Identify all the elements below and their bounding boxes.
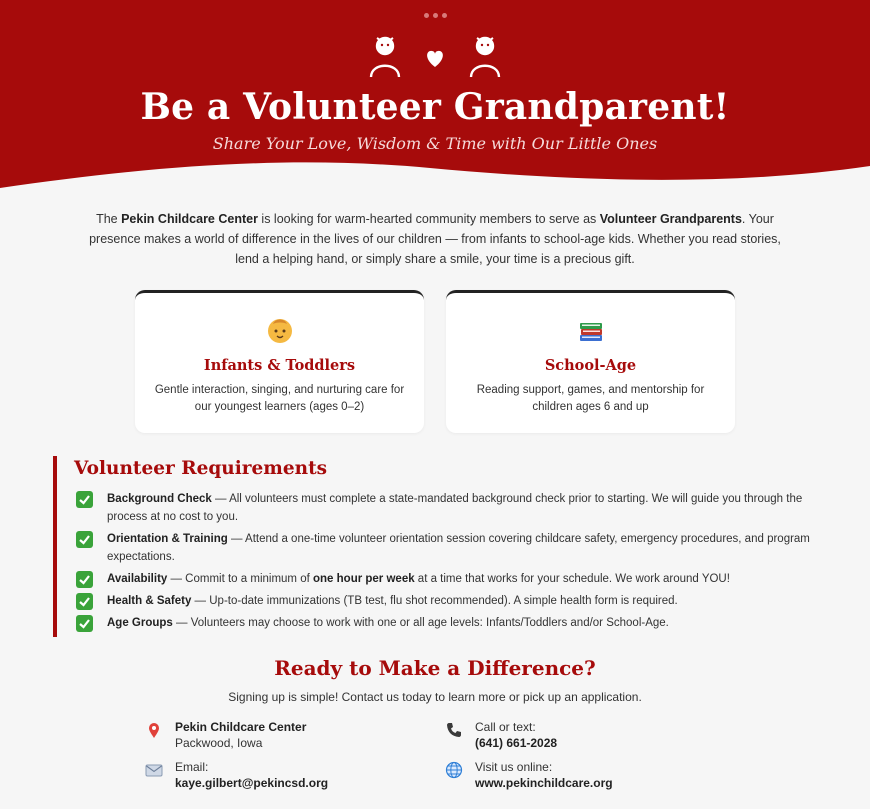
page-title: Be a Volunteer Grandparent! xyxy=(140,86,730,128)
email-label: Email: xyxy=(175,760,209,774)
requirement-label: Orientation & Training xyxy=(107,533,228,545)
hero-icons xyxy=(364,34,506,82)
requirement-label: Health & Safety xyxy=(107,595,192,607)
cta-subtitle: Signing up is simple! Contact us today to learn more or pick up an application. xyxy=(228,690,642,704)
list-item xyxy=(74,614,819,632)
check-icon xyxy=(76,531,93,548)
list-item xyxy=(74,570,819,588)
requirement-text: — Up-to-date immunizations (TB test, flu shot recommended). A simple health form is required. xyxy=(191,595,678,607)
card-school-age xyxy=(446,290,735,433)
check-icon xyxy=(76,571,93,588)
card-description: Reading support, games, and mentorship for children ages 6 and up xyxy=(476,384,705,413)
baby-icon xyxy=(135,315,424,345)
intro-text: is looking for warm-hearted community members to serve as xyxy=(257,212,600,226)
phone-number[interactable]: (641) 661-2028 xyxy=(475,736,558,750)
location-name: Pekin Childcare Center xyxy=(175,720,307,734)
books-icon xyxy=(446,315,735,345)
phone-label: Call or text: xyxy=(475,720,536,734)
location-address: Packwood, Iowa xyxy=(175,736,263,750)
grandparent-icon xyxy=(471,38,499,77)
globe-icon xyxy=(445,761,463,779)
intro-text: . Your presence makes a world of difference in the lives of our children — from infants to school-age kids. Whether you read stories, lend a helping hand, or simply share a smile, your time is a precious gift. xyxy=(89,212,781,266)
grandparent-icon xyxy=(371,38,399,77)
website-link[interactable]: www.pekinchildcare.org xyxy=(475,776,613,790)
requirement-emphasis: one hour per week xyxy=(313,573,415,585)
requirement-text: — Commit to a minimum of xyxy=(167,573,313,585)
pin-icon xyxy=(145,721,163,739)
cta-title: Ready to Make a Difference? xyxy=(274,656,596,680)
requirements-list xyxy=(74,490,819,636)
check-icon xyxy=(76,615,93,632)
card-title: School-Age xyxy=(544,357,637,374)
phone-icon xyxy=(445,721,463,739)
requirement-text: — All volunteers must complete a state-mandated background check prior to starting. We will guide you through the process at no cost to you. xyxy=(107,493,803,523)
requirements-title: Volunteer Requirements xyxy=(74,458,328,479)
intro-text: The xyxy=(96,212,122,226)
list-item xyxy=(74,530,819,566)
requirements-section xyxy=(53,456,827,637)
web-label: Visit us online: xyxy=(475,760,553,774)
requirement-label: Availability xyxy=(107,573,168,585)
requirement-label: Age Groups xyxy=(107,617,173,629)
intro-paragraph xyxy=(80,209,790,269)
check-icon xyxy=(76,491,93,508)
list-item xyxy=(74,592,819,610)
requirement-text: at a time that works for your schedule. We work around YOU! xyxy=(414,573,730,585)
email-link[interactable]: kaye.gilbert@pekincsd.org xyxy=(175,776,329,790)
card-title: Infants & Toddlers xyxy=(203,357,356,374)
hero-banner xyxy=(0,0,870,190)
list-item xyxy=(74,490,819,526)
requirement-text: — Volunteers may choose to work with one or all age levels: Infants/Toddlers and/or School-Age. xyxy=(172,617,669,629)
card-infants-toddlers xyxy=(135,290,424,433)
requirement-text: — Attend a one-time volunteer orientation session covering childcare safety, emergency procedures, and program expectations. xyxy=(107,533,810,563)
check-icon xyxy=(76,593,93,610)
page-dots xyxy=(0,5,870,23)
card-description: Gentle interaction, singing, and nurturing care for our youngest learners (ages 0–2) xyxy=(154,384,405,413)
org-name: Pekin Childcare Center xyxy=(121,212,258,226)
requirement-label: Background Check xyxy=(107,493,212,505)
role-name: Volunteer Grandparents xyxy=(599,212,742,226)
page-subtitle: Share Your Love, Wisdom & Time with Our Little Ones xyxy=(212,134,658,153)
heart-icon xyxy=(427,51,443,67)
email-icon xyxy=(145,761,163,779)
